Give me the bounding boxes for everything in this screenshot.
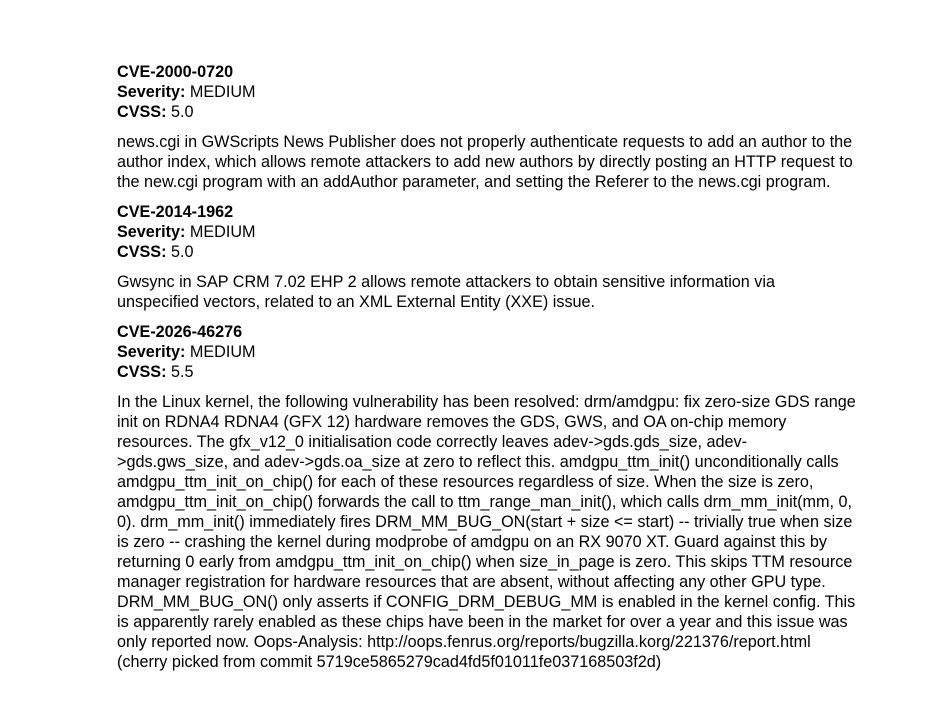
cvss-value: 5.0 [170, 243, 194, 261]
cvss-row [117, 242, 857, 262]
cve-id: CVE-2014-1962 [117, 203, 234, 221]
severity-value: MEDIUM [189, 343, 256, 361]
cvss-label: CVSS: [117, 363, 167, 381]
cvss-value: 5.0 [170, 103, 194, 121]
cve-description: In the Linux kernel, the following vulnerability has been resolved: drm/amdgpu: fix zero-size GDS range init on RDNA4 RDNA4 (GFX 12) hardware removes the GDS, GWS, and OA on-chip memory resources. The gfx_v12_0 initialisation code correctly leaves adev->gds.gds_size, adev->gds.gws_size, and adev->gds.oa_size at zero to reflect this. amdgpu_ttm_init() unconditionally calls amdgpu_ttm_init_on_chip() for each of these resources regardless of size. When the size is zero, amdgpu_ttm_init_on_chip() forwards the call to ttm_range_man_init(), which calls drm_mm_init(mm, 0, 0). drm_mm_init() immediately fires DRM_MM_BUG_ON(start + size <= start) -- trivially true when size is zero -- crashing the kernel during modprobe of amdgpu on an RX 9070 XT. Guard against this by returning 0 early from amdgpu_ttm_init_on_chip() when size_in_page is zero. This skips TTM resource manager registration for hardware resources that are absent, without affecting any other GPU type. DRM_MM_BUG_ON() only asserts if CONFIG_DRM_DEBUG_MM is enabled in the kernel config. This is apparently rarely enabled as these chips have been in the market for over a year and this issue was only reported now. Oops-Analysis: http://oops.fenrus.org/reports/bugzilla.korg/221376/report.html (cherry picked from commit 5719ce5865279cad4fd5f01011fe037168503f2d) [117, 393, 856, 671]
severity-label: Severity: [117, 343, 186, 361]
severity-value: MEDIUM [189, 223, 256, 241]
cve-entry [117, 202, 857, 312]
cve-description: Gwsync in SAP CRM 7.02 EHP 2 allows remote attackers to obtain sensitive information via unspecified vectors, related to an XML External Entity (XXE) issue. [117, 273, 775, 311]
cve-entry [117, 322, 857, 672]
cve-list [117, 62, 857, 682]
cvss-value: 5.5 [170, 363, 194, 381]
cvss-label: CVSS: [117, 103, 167, 121]
cvss-row [117, 362, 857, 382]
severity-row [117, 222, 857, 242]
severity-value: MEDIUM [189, 83, 256, 101]
severity-row [117, 82, 857, 102]
cvss-row [117, 102, 857, 122]
cvss-label: CVSS: [117, 243, 167, 261]
severity-label: Severity: [117, 223, 186, 241]
severity-row [117, 342, 857, 362]
severity-label: Severity: [117, 83, 186, 101]
cve-id: CVE-2000-0720 [117, 63, 234, 81]
cve-entry [117, 62, 857, 192]
cve-id: CVE-2026-46276 [117, 323, 243, 341]
cve-description: news.cgi in GWScripts News Publisher does not properly authenticate requests to add an author to the author index, which allows remote attackers to add new authors by directly posting an HTTP request to the new.cgi program with an addAuthor parameter, and setting the Referer to the news.cgi program. [117, 133, 853, 191]
